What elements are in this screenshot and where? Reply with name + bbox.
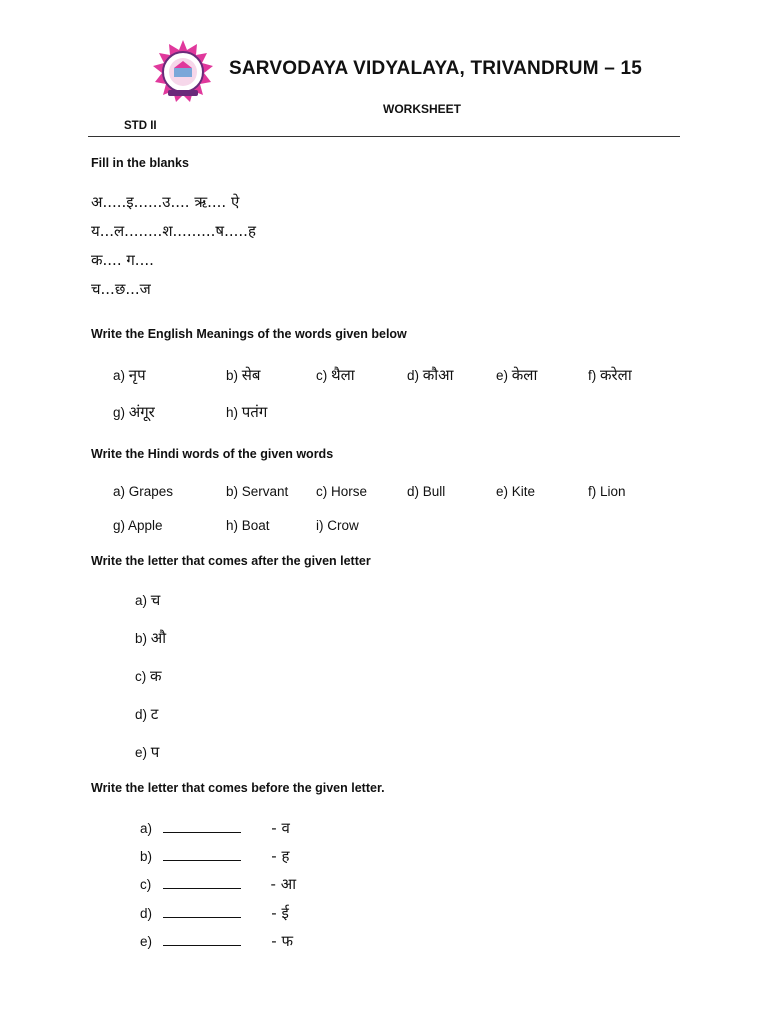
school-name: SARVODAYA VIDYALAYA, TRIVANDRUM – 15 [229,58,643,79]
after-letter-item: d) ट [135,705,159,723]
before-letter-item: b) - ह [140,847,290,865]
fill-blank-line: च...छ...ज [91,280,151,298]
fill-blank-line: क.... ग.... [91,251,154,269]
after-letter-item: c) क [135,667,162,685]
before-letter-item: c) - आ [140,875,297,893]
hindi-word-item: e) Kite [496,484,536,499]
meaning-item: g) अंगूर [113,403,155,421]
hindi-word-item: h) Boat [226,518,270,533]
before-letter-item: e) - फ [140,932,294,950]
answer-blank [163,820,241,833]
section4-heading: Write the letter that comes after the given letter [91,554,371,568]
hindi-word-item: i) Crow [316,518,359,533]
meaning-item: e) केला [496,366,538,384]
meaning-item: c) थैला [316,366,355,384]
meaning-item: a) नृप [113,366,146,384]
section2-heading: Write the English Meanings of the words given below [91,327,407,341]
answer-blank [163,905,241,918]
section3-heading: Write the Hindi words of the given words [91,447,334,461]
answer-blank [163,848,241,861]
document-title: WORKSHEET [383,102,461,116]
meaning-item: d) कौआ [407,366,454,384]
after-letter-item: a) च [135,591,161,609]
school-logo [150,38,216,104]
hindi-word-item: c) Horse [316,484,368,499]
meaning-item: h) पतंग [226,403,268,421]
hindi-word-item: f) Lion [588,484,626,499]
header-divider [88,136,680,137]
after-letter-item: e) प [135,743,160,761]
answer-blank [163,933,241,946]
after-letter-item: b) औ [135,629,167,647]
before-letter-item: a) - व [140,819,290,837]
hindi-word-item: a) Grapes [113,484,174,499]
hindi-word-item: g) Apple [113,518,163,533]
fill-blank-line: अ.....इ......उ.... ऋ.... ऐ [91,193,240,211]
meaning-item: b) सेब [226,366,261,384]
section5-heading: Write the letter that comes before the given letter. [91,781,385,795]
answer-blank [163,876,241,889]
hindi-word-item: b) Servant [226,484,289,499]
section1-heading: Fill in the blanks [91,156,189,170]
class-label: STD II [124,120,157,132]
before-letter-item: d) - ई [140,904,289,922]
fill-blank-line: य...ल........श.........ष.....ह [91,222,256,240]
meaning-item: f) करेला [588,366,632,384]
hindi-word-item: d) Bull [407,484,446,499]
